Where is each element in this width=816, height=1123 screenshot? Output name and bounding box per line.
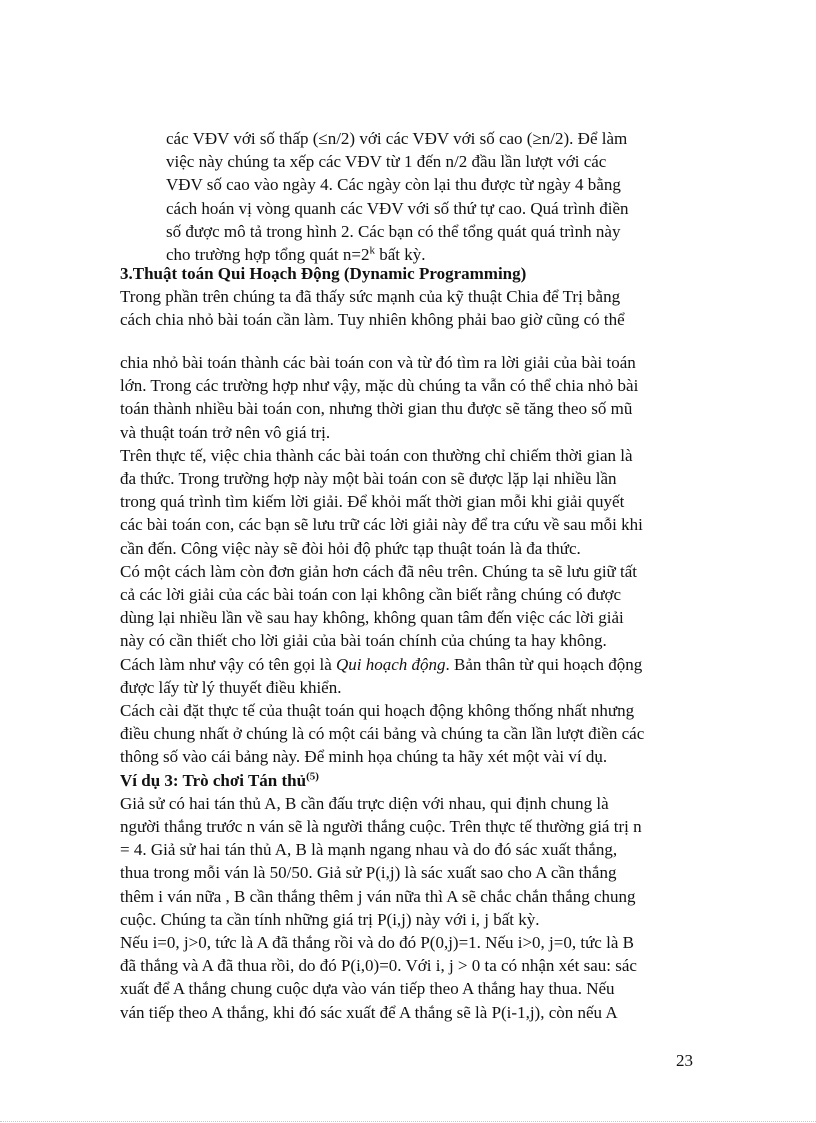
- example-title: Ví dụ 3: Trò chơi Tán thủ: [120, 770, 307, 790]
- dp-prefix: Cách làm như vậy có tên gọi là: [120, 654, 336, 674]
- dp-suffix: . Bản thân từ qui hoạch động: [445, 654, 643, 674]
- text-line: đa thức. Trong trường hợp này một bài toán con sẽ được lặp lại nhiều lần: [120, 469, 617, 489]
- section-heading: 3.Thuật toán Qui Hoạch Động (Dynamic Programming): [120, 264, 527, 283]
- text-line: và thuật toán trở nên vô giá trị.: [120, 422, 331, 442]
- formula-prefix: cho trường hợp tổng quát n=2: [166, 245, 370, 265]
- formula-suffix: bất kỳ.: [374, 245, 426, 265]
- page-edge-divider: [0, 1121, 816, 1122]
- text-line: điều chung nhất ở chúng là có một cái bảng và chúng ta cần lần lượt điền các: [120, 724, 645, 744]
- text-line: dùng lại nhiều lần về sau hay không, không quan tâm đến việc các lời giải: [120, 608, 624, 628]
- text-line: Trên thực tế, việc chia thành các bài toán con thường chỉ chiếm thời gian là: [120, 445, 633, 465]
- text-line: Trong phần trên chúng ta đã thấy sức mạnh của kỹ thuật Chia để Trị bằng: [120, 287, 621, 307]
- text-line: thông số vào cái bảng này. Để minh họa chúng ta hãy xét một vài ví dụ.: [120, 747, 608, 767]
- superscript-k: k: [369, 244, 375, 257]
- example-heading: [120, 769, 710, 792]
- dp-term: Qui hoạch động: [336, 654, 446, 674]
- text-line: được lấy từ lý thuyết điều khiển.: [120, 677, 342, 697]
- text-line: việc này chúng ta xếp các VĐV từ 1 đến n/2 đầu lần lượt với các: [166, 152, 607, 172]
- text-line: các VĐV với số thấp (≤n/2) với các VĐV với số cao (≥n/2). Để làm: [166, 129, 628, 148]
- text-line: đã thắng và A đã thua rồi, do đó P(i,0)=0. Với i, j > 0 ta có nhận xét sau: sác: [120, 956, 637, 976]
- text-line: = 4. Giả sử hai tán thủ A, B là mạnh ngang nhau và do đó sác xuất thắng,: [120, 840, 618, 860]
- text-line: Có một cách làm còn đơn giản hơn cách đã nêu trên. Chúng ta sẽ lưu giữ tất: [120, 561, 637, 581]
- text-line: cách hoán vị vòng quanh các VĐV với số thứ tự cao. Quá trình điền: [166, 198, 629, 218]
- text-line: này có cần thiết cho lời giải của bài toán chính của chúng ta hay không.: [120, 631, 607, 651]
- text-line: các bài toán con, các bạn sẽ lưu trữ các lời giải này để tra cứu về sau mỗi khi: [120, 515, 643, 535]
- text-line: người thắng trước n ván sẽ là người thắng cuộc. Trên thực tế thường giá trị n: [120, 817, 642, 837]
- text-line: toán thành nhiều bài toán con, nhưng thời gian thu được sẽ tăng theo số mũ: [120, 399, 633, 419]
- text-line: cả các lời giải của các bài toán con lại không cần biết rằng chúng có được: [120, 585, 622, 605]
- footnote-ref: (5): [306, 770, 319, 782]
- text-line: xuất để A thắng chung cuộc dựa vào ván tiếp theo A thắng hay thua. Nếu: [120, 979, 615, 999]
- text-line: thêm i ván nữa , B cần thắng thêm j ván nữa thì A sẽ chắc chắn thắng chung: [120, 886, 636, 906]
- page-number: 23: [676, 1051, 693, 1070]
- text-line: cuộc. Chúng ta cần tính những giá trị P(i,j) này với i, j bất kỳ.: [120, 909, 540, 929]
- text-line: Giả sử có hai tán thủ A, B cần đấu trực diện với nhau, qui định chung là: [120, 793, 609, 813]
- continued-paragraph: [166, 127, 706, 266]
- text-line: thua trong mỗi ván là 50/50. Giả sử P(i,j) là sác xuất sao cho A cần thắng: [120, 863, 617, 883]
- text-line: chia nhỏ bài toán thành các bài toán con và từ đó tìm ra lời giải của bài toán: [120, 353, 636, 372]
- text-line: Nếu i=0, j>0, tức là A đã thắng rồi và do đó P(0,j)=1. Nếu i>0, j=0, tức là B: [120, 933, 634, 953]
- body-text: [120, 351, 710, 1024]
- text-line: VĐV số cao vào ngày 4. Các ngày còn lại thu được từ ngày 4 bằng: [166, 175, 621, 195]
- text-line: cách chia nhỏ bài toán cần làm. Tuy nhiên không phải bao giờ cũng có thể: [120, 310, 625, 330]
- text-line: lớn. Trong các trường hợp như vậy, mặc dù chúng ta vẫn có thể chia nhỏ bài: [120, 376, 639, 396]
- text-line: trong quá trình tìm kiếm lời giải. Để khỏi mất thời gian mỗi khi giải quyết: [120, 492, 625, 512]
- text-line: [120, 653, 710, 676]
- section-3: [120, 262, 710, 332]
- text-line: ván tiếp theo A thắng, khi đó sác xuất để A thắng sẽ là P(i-1,j), còn nếu A: [120, 1002, 618, 1022]
- text-line: cần đến. Công việc này sẽ đòi hỏi độ phức tạp thuật toán là đa thức.: [120, 538, 581, 558]
- text-line: Cách cài đặt thực tế của thuật toán qui hoạch động không thống nhất nhưng: [120, 701, 635, 721]
- text-line: số được mô tả trong hình 2. Các bạn có thể tổng quát quá trình này: [166, 221, 621, 241]
